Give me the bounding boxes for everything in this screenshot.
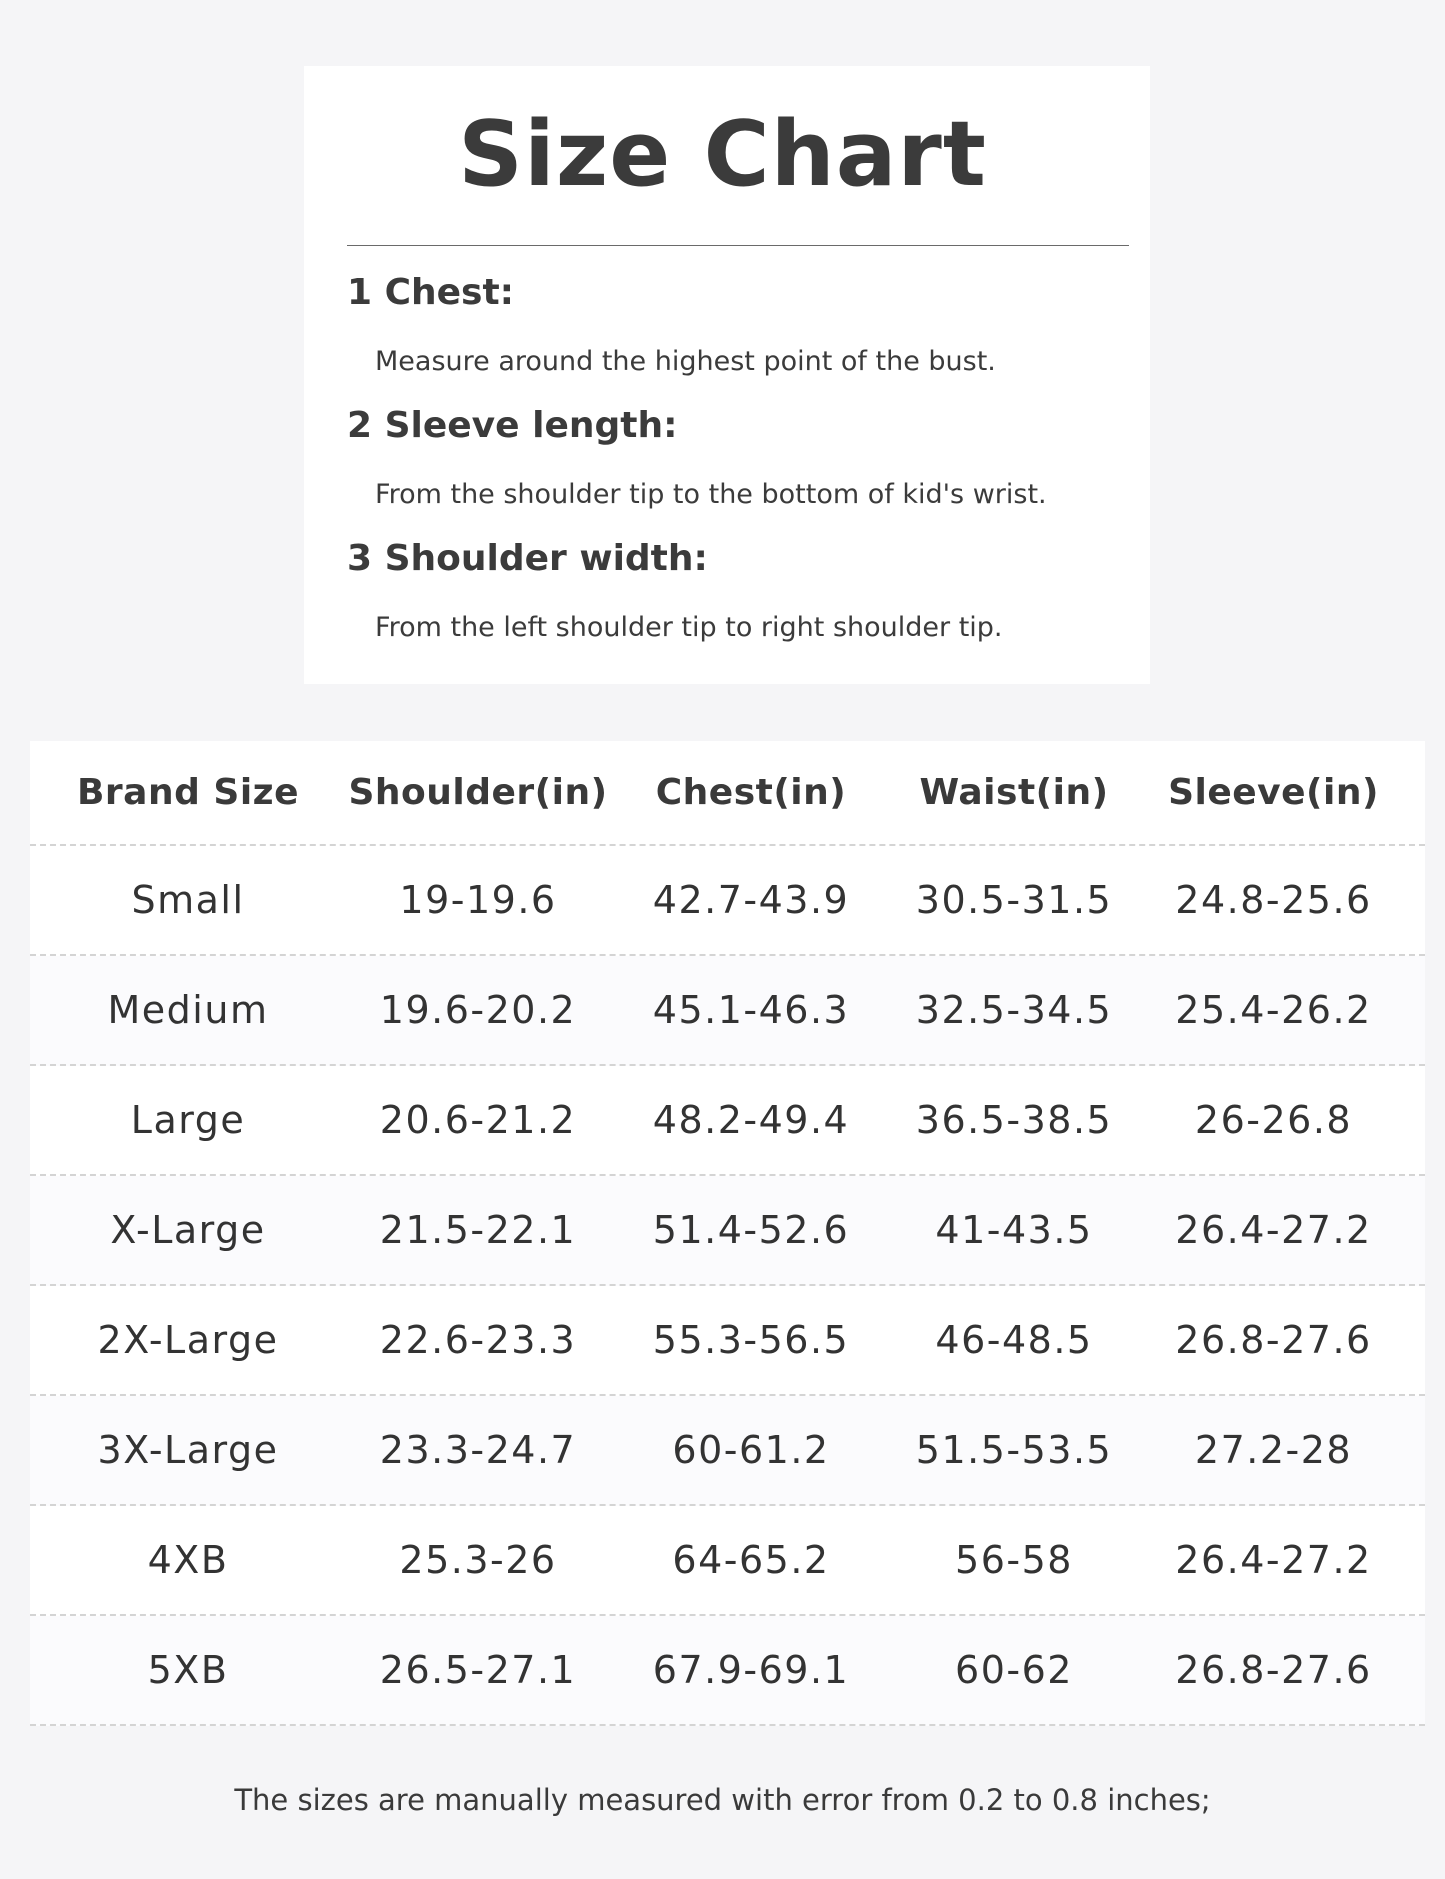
column-header-waist: Waist(in): [919, 772, 1109, 813]
table-header-row: [30, 741, 1425, 846]
cell-shoulder: 19.6-20.2: [379, 988, 577, 1032]
column-header-chest: Chest(in): [655, 772, 847, 813]
cell-brand-size: Large: [130, 1098, 246, 1142]
cell-chest: 51.4-52.6: [652, 1208, 850, 1252]
cell-sleeve: 26-26.8: [1194, 1098, 1353, 1142]
table-row: [30, 1396, 1425, 1506]
table-row: [30, 1176, 1425, 1286]
cell-shoulder: 21.5-22.1: [379, 1208, 577, 1252]
cell-sleeve: 26.8-27.6: [1175, 1648, 1372, 1692]
cell-chest: 42.7-43.9: [652, 878, 850, 922]
cell-waist: 56-58: [955, 1538, 1073, 1582]
cell-shoulder: 23.3-24.7: [379, 1428, 577, 1472]
cell-chest: 64-65.2: [672, 1538, 830, 1582]
column-header-shoulder: Shoulder(in): [348, 772, 608, 813]
cell-brand-size: 5XB: [147, 1648, 229, 1692]
table-row: [30, 1286, 1425, 1396]
cell-sleeve: 24.8-25.6: [1175, 878, 1372, 922]
title-divider: [347, 245, 1129, 246]
cell-chest: 67.9-69.1: [652, 1648, 850, 1692]
cell-shoulder: 22.6-23.3: [379, 1318, 577, 1362]
table-row: [30, 956, 1425, 1066]
cell-chest: 55.3-56.5: [652, 1318, 850, 1362]
cell-shoulder: 20.6-21.2: [379, 1098, 577, 1142]
guide-description-shoulder-width: From the left shoulder tip to right shoulder tip.: [375, 612, 1003, 643]
cell-waist: 41-43.5: [935, 1208, 1093, 1252]
cell-sleeve: 27.2-28: [1194, 1428, 1353, 1472]
cell-shoulder: 26.5-27.1: [379, 1648, 577, 1692]
cell-brand-size: 2X-Large: [97, 1318, 279, 1362]
cell-chest: 45.1-46.3: [652, 988, 850, 1032]
cell-waist: 36.5-38.5: [915, 1098, 1113, 1142]
cell-shoulder: 19-19.6: [399, 878, 557, 922]
cell-brand-size: Small: [131, 878, 245, 922]
cell-brand-size: Medium: [107, 988, 269, 1032]
guide-heading-shoulder-width: 3 Shoulder width:: [347, 538, 708, 579]
guide-description-sleeve-length: From the shoulder tip to the bottom of kid's wrist.: [375, 479, 1047, 510]
cell-sleeve: 26.8-27.6: [1175, 1318, 1372, 1362]
cell-waist: 32.5-34.5: [915, 988, 1113, 1032]
column-header-sleeve: Sleeve(in): [1168, 772, 1379, 813]
guide-heading-sleeve-length: 2 Sleeve length:: [347, 405, 678, 446]
cell-sleeve: 26.4-27.2: [1175, 1538, 1372, 1582]
guide-heading-chest: 1 Chest:: [347, 272, 515, 313]
cell-brand-size: X-Large: [110, 1208, 266, 1252]
cell-shoulder: 25.3-26: [399, 1538, 557, 1582]
table-row: [30, 1066, 1425, 1176]
cell-waist: 51.5-53.5: [915, 1428, 1113, 1472]
cell-waist: 46-48.5: [935, 1318, 1093, 1362]
cell-waist: 60-62: [955, 1648, 1073, 1692]
table-row: [30, 1506, 1425, 1616]
cell-waist: 30.5-31.5: [915, 878, 1113, 922]
cell-brand-size: 4XB: [147, 1538, 229, 1582]
cell-chest: 48.2-49.4: [652, 1098, 850, 1142]
table-row: [30, 846, 1425, 956]
cell-sleeve: 25.4-26.2: [1175, 988, 1372, 1032]
page-title: Size Chart: [458, 102, 987, 207]
measurement-footnote: The sizes are manually measured with error from 0.2 to 0.8 inches;: [234, 1783, 1211, 1817]
cell-chest: 60-61.2: [672, 1428, 830, 1472]
cell-brand-size: 3X-Large: [97, 1428, 279, 1472]
column-header-brand-size: Brand Size: [76, 772, 300, 813]
size-table: [30, 741, 1425, 1726]
table-row: [30, 1616, 1425, 1726]
cell-sleeve: 26.4-27.2: [1175, 1208, 1372, 1252]
guide-description-chest: Measure around the highest point of the bust.: [375, 346, 996, 377]
